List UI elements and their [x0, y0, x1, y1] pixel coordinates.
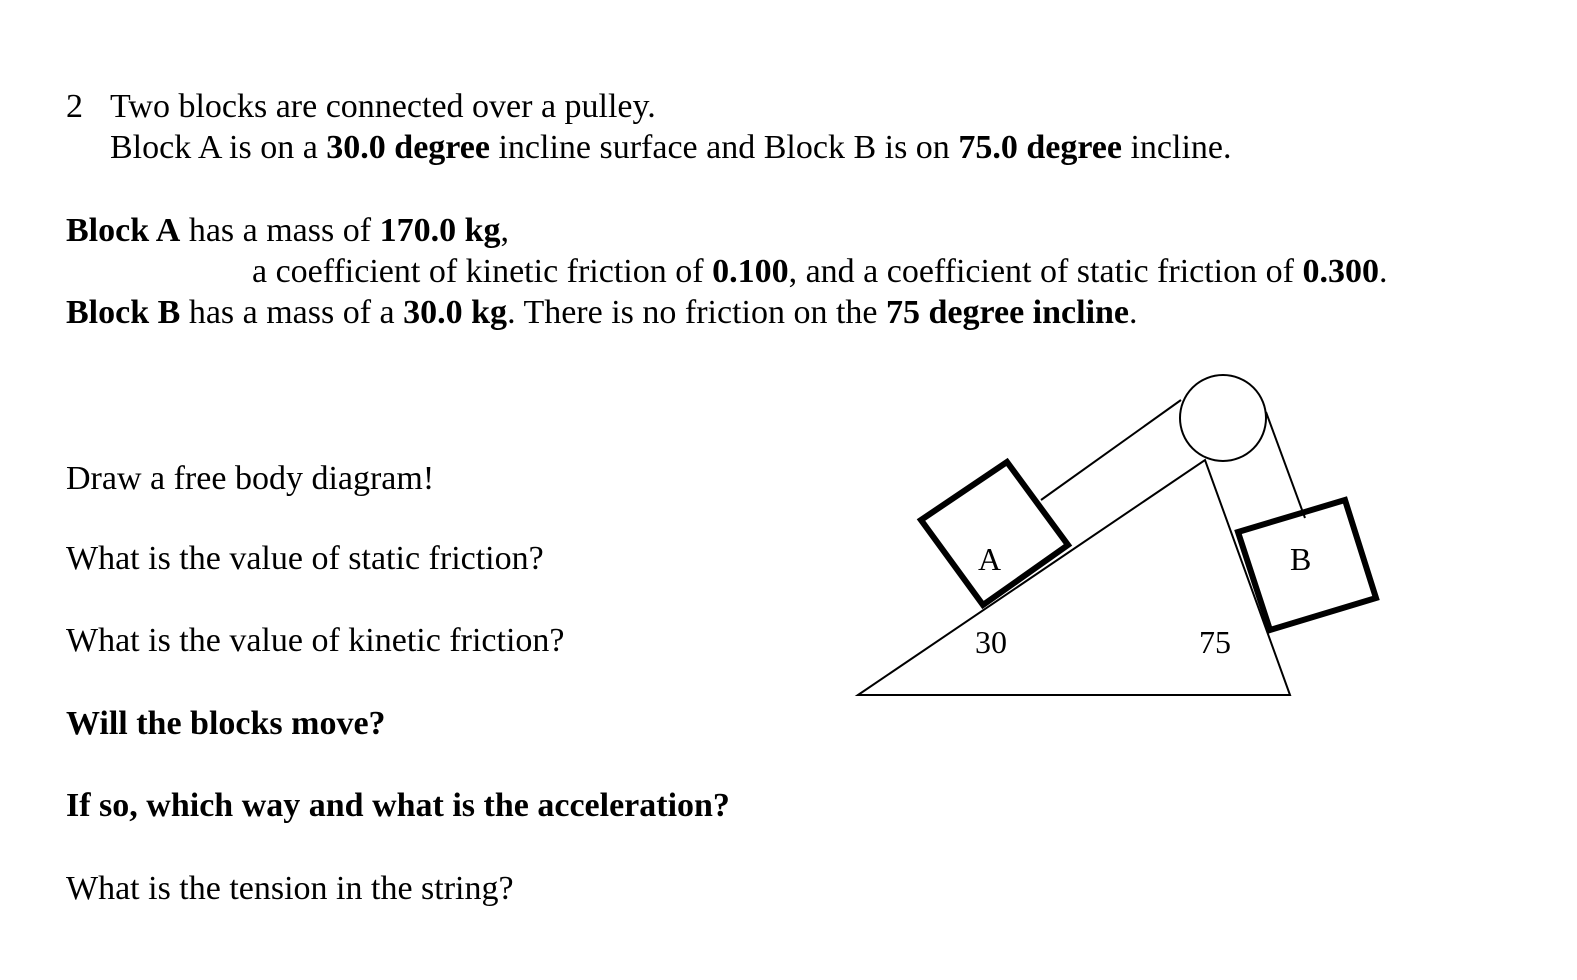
intro-2-angle-a: 30.0 degree: [326, 129, 490, 166]
kinetic-coefficient: 0.100: [712, 253, 789, 290]
block-b-text-2: . There is no friction on the: [507, 294, 887, 331]
intro-2-part-2: incline surface and Block B is on: [489, 129, 959, 166]
intro-2-part-1: Block A is on a: [110, 129, 327, 166]
problem-number-text: 2: [66, 88, 83, 125]
block-b-text-3: .: [1129, 294, 1138, 331]
string-segment-b: [1266, 412, 1305, 518]
block-b-text-1: has a mass of a: [180, 294, 404, 331]
friction-text-1: a coefficient of kinetic friction of: [252, 253, 713, 290]
friction-text-2: , and a coefficient of static friction of: [788, 253, 1303, 290]
block-b-name: Block B: [66, 294, 181, 331]
block-a-text-1: has a mass of: [180, 212, 380, 249]
block-b-label: B: [1290, 541, 1312, 577]
block-b-incline: 75 degree incline: [886, 294, 1130, 331]
block-a-text-2: ,: [500, 212, 509, 249]
block-a: [921, 462, 1068, 605]
string-segment-a: [1041, 400, 1181, 500]
friction-text-3: .: [1378, 253, 1388, 290]
intro-text-1: Two blocks are connected over a pulley.: [110, 88, 656, 125]
angle-left-label: 30: [975, 624, 1007, 660]
angle-right-label: 75: [1199, 624, 1231, 660]
block-a-label: A: [978, 541, 1002, 577]
question-acceleration-text: If so, which way and what is the acceleration?: [66, 787, 730, 824]
block-a-mass: 170.0 kg: [379, 212, 501, 249]
question-will-move-text: Will the blocks move?: [66, 705, 386, 742]
pulley: [1180, 375, 1266, 461]
intro-2-part-3: incline.: [1121, 129, 1232, 166]
block-b-mass: 30.0 kg: [403, 294, 508, 331]
block-a-name: Block A: [66, 212, 181, 249]
question-tension-text: What is the tension in the string?: [66, 870, 514, 907]
question-free-body-text: Draw a free body diagram!: [66, 460, 435, 497]
question-kinetic-friction-text: What is the value of kinetic friction?: [66, 622, 565, 659]
static-coefficient: 0.300: [1302, 253, 1379, 290]
question-static-friction-text: What is the value of static friction?: [66, 540, 544, 577]
intro-2-angle-b: 75.0 degree: [958, 129, 1122, 166]
